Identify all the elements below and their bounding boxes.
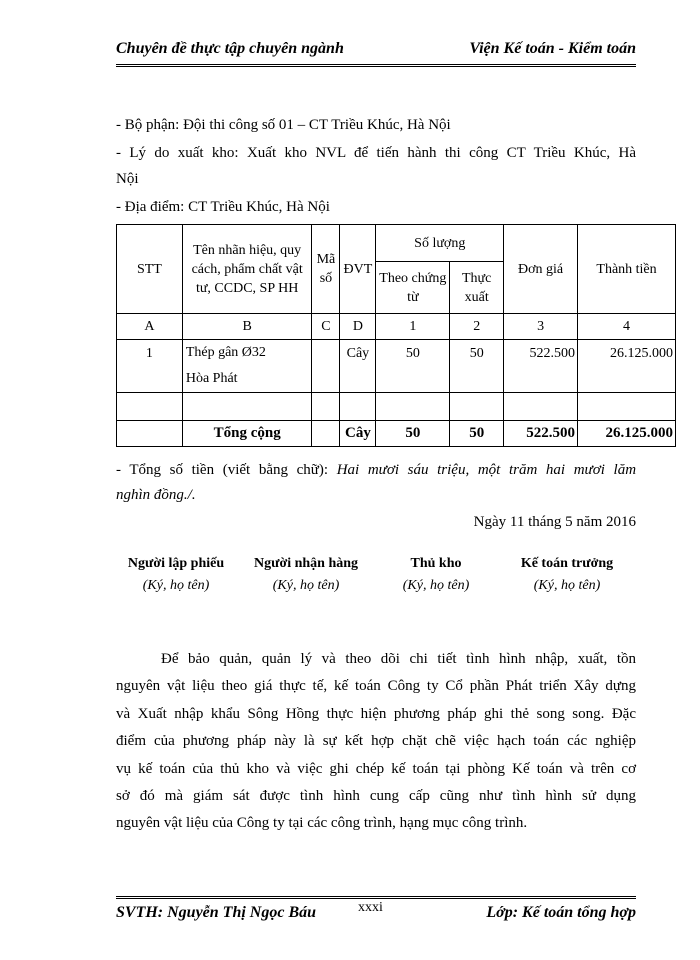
paragraph-line: vụ kế toán của thủ kho và việc ghi chép kế toán tại phòng Kế toán và trên cơ <box>116 760 636 777</box>
paragraph-line: điểm của phương pháp này là sự kết hợp chặt chẽ việc hạch toán các nghiệp <box>116 733 636 750</box>
total-amount: 26.125.000 <box>578 421 676 447</box>
header-right-title: Viện Kế toán - Kiểm toán <box>469 40 636 57</box>
empty-row <box>117 393 676 421</box>
signature-role: Người nhận hàng <box>253 556 359 571</box>
footer-class: Lớp: Kế toán tổng hợp <box>486 904 636 921</box>
signature-note: (Ký, họ tên) <box>402 578 470 593</box>
location-line: - Địa điểm: CT Triều Khúc, Hà Nội <box>116 199 330 215</box>
total-in-words-label: - Tổng số tiền (viết bằng chữ): <box>116 462 329 478</box>
paragraph-line: nguyên vật liệu của Công ty tại các công trình, hạng mục công trình. <box>116 815 528 832</box>
row-name <box>182 340 312 393</box>
col-header-quantity: Số lượng <box>376 225 504 262</box>
signature-preparer <box>111 556 241 594</box>
paragraph-line: sở đó mà giám sát được tình hình cung cấp cũng như tình hình sử dụng <box>116 788 636 805</box>
total-in-words-line2 <box>116 483 636 508</box>
paragraph-line: và Xuất nhập khẩu Sông Hồng thực hiện phương pháp ghi thẻ song song. Đặc <box>116 705 636 722</box>
total-in-words <box>116 458 636 508</box>
total-label: Tổng cộng <box>182 421 312 447</box>
signature-role: Thủ kho <box>410 556 462 571</box>
table-row <box>117 340 676 393</box>
total-in-words-line1 <box>116 458 636 483</box>
index-cell: 1 <box>376 314 450 340</box>
index-cell: C <box>312 314 340 340</box>
paragraph-line: nguyên vật liệu theo giá thực tế, kế toán Công ty Cổ phần Phát triển Xây dựng <box>116 678 636 695</box>
document-date: Ngày 11 tháng 5 năm 2016 <box>473 514 636 530</box>
col-header-qty-doc: Theo chứng từ <box>376 262 450 314</box>
signature-role: Kế toán trưởng <box>520 556 614 571</box>
col-header-code: Mã số <box>312 225 340 314</box>
total-qty-doc: 50 <box>376 421 450 447</box>
index-cell: B <box>182 314 312 340</box>
col-header-unit: ĐVT <box>340 225 376 314</box>
paragraph-line: Để bảo quản, quản lý và theo dõi chi tiết tình hình nhập, xuất, tồn <box>161 651 636 667</box>
row-name-line1: Thép gân Ø32 <box>185 345 266 360</box>
row-qty-actual: 50 <box>450 340 504 393</box>
signature-chief-accountant <box>502 556 632 594</box>
footer-divider <box>116 896 636 899</box>
total-unit: Cây <box>340 421 376 447</box>
col-header-price: Đơn giá <box>504 225 578 314</box>
page-number: xxxi <box>358 900 383 915</box>
total-qty-actual: 50 <box>450 421 504 447</box>
row-price: 522.500 <box>504 340 578 393</box>
index-cell: 2 <box>450 314 504 340</box>
total-in-words-value: Hai mươi sáu triệu, một trăm hai mươi lăm <box>336 462 637 478</box>
reason-line: - Lý do xuất kho: Xuất kho NVL để tiến hành thi công CT Triều Khúc, Hà <box>116 145 636 161</box>
page-header <box>116 40 636 58</box>
header-divider <box>116 64 636 67</box>
col-header-amount: Thành tiền <box>578 225 676 314</box>
row-code <box>312 340 340 393</box>
reason-line-cont: Nội <box>116 171 139 187</box>
signature-receiver <box>241 556 371 594</box>
row-amount: 26.125.000 <box>578 340 676 393</box>
index-row <box>117 314 676 340</box>
index-cell: D <box>340 314 376 340</box>
index-cell: A <box>117 314 183 340</box>
issue-slip-table <box>116 224 676 447</box>
signature-note: (Ký, họ tên) <box>272 578 340 593</box>
row-stt: 1 <box>117 340 183 393</box>
signature-note: (Ký, họ tên) <box>533 578 601 593</box>
total-in-words-value-cont: nghìn đồng./. <box>116 487 196 503</box>
footer-student: SVTH: Nguyễn Thị Ngọc Báu <box>116 904 317 921</box>
row-name-line2: Hòa Phát <box>185 371 238 386</box>
row-qty-doc: 50 <box>376 340 450 393</box>
col-header-name: Tên nhãn hiệu, quy cách, phẩm chất vật tư, CCDC, SP HH <box>182 225 312 314</box>
row-unit: Cây <box>340 340 376 393</box>
total-row <box>117 421 676 447</box>
index-cell: 3 <box>504 314 578 340</box>
col-header-qty-actual: Thực xuất <box>450 262 504 314</box>
signature-storekeeper <box>371 556 501 594</box>
header-left-title: Chuyên đề thực tập chuyên ngành <box>116 40 344 57</box>
signature-note: (Ký, họ tên) <box>142 578 210 593</box>
index-cell: 4 <box>578 314 676 340</box>
signature-role: Người lập phiếu <box>127 556 225 571</box>
total-price: 522.500 <box>504 421 578 447</box>
department-line: - Bộ phận: Đội thi công số 01 – CT Triều Khúc, Hà Nội <box>116 117 451 133</box>
body-paragraph <box>116 646 636 838</box>
col-header-stt: STT <box>117 225 183 314</box>
